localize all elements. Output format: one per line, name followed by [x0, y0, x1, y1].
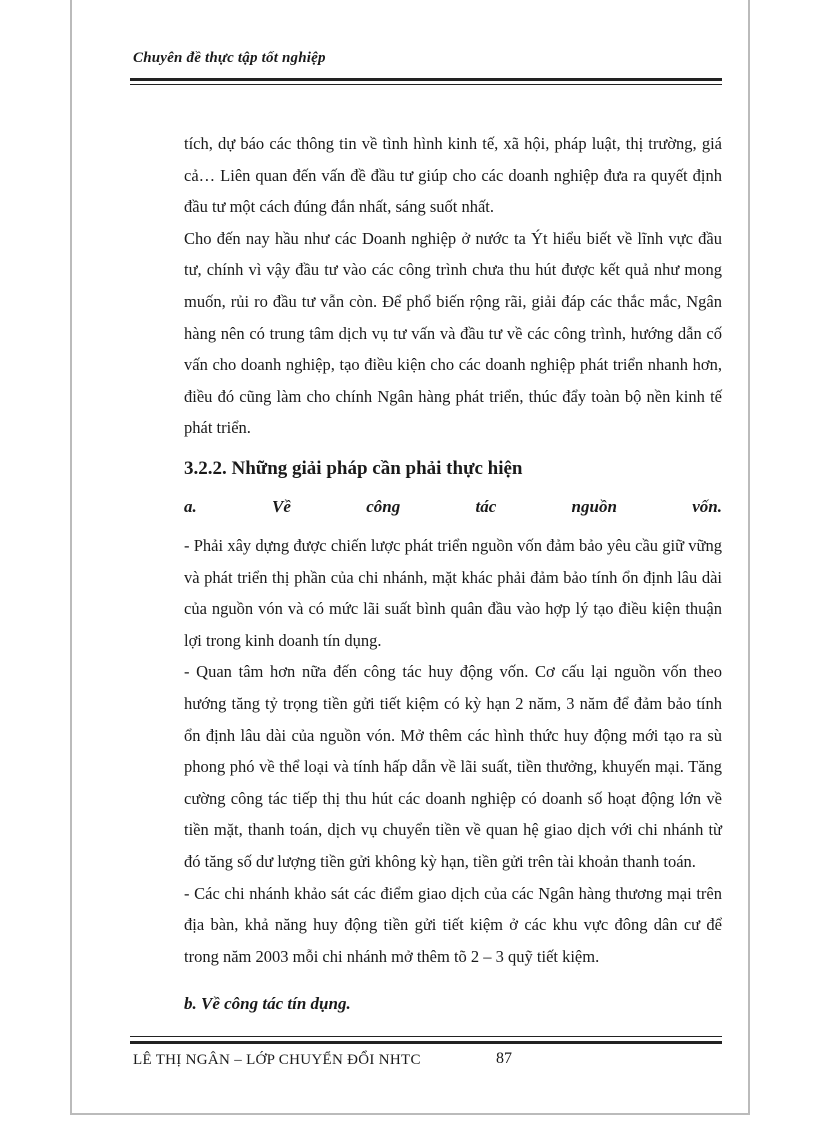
section-heading: 3.2.2. Những giải pháp cần phải thực hiện — [184, 458, 523, 479]
subheading-a — [184, 497, 722, 517]
paragraph: - Quan tâm hơn nữa đến công tác huy động vốn. Cơ cấu lại nguồn vốn theo hướng tăng tỷ trọng tiền gửi tiết kiệm có kỳ hạn 2 năm, 3 năm để đảm bảo tính ổn định lâu dài của nguồn vón. Mở thêm các hình thức huy động mới tạo ra sù phong phó về thể loại và tính hấp dẫn về lãi suất, tiền thưởng, khuyến mại. Tăng cường công tác tiếp thị thu hút các doanh nghiệp có doanh số hoạt động lớn về tiền mặt, thanh toán, dịch vụ chuyển tiền về quan hệ giao dịch với chi nhánh từ đó tăng số dư lượng tiền gửi không kỳ hạn, tiền gửi trên tài khoản thanh toán. — [184, 662, 722, 871]
header-rule-thin — [130, 84, 722, 85]
paragraph-continued: tích, dự báo các thông tin về tình hình kinh tế, xã hội, pháp luật, thị trường, giá cả… Liên quan đến vấn đề đầu tư giúp cho các doanh nghiệp đưa ra quyết định đầu tư một cách đúng đắn nhất, sáng suốt nhất. — [184, 134, 722, 217]
subheading-b: b. Về công tác tín dụng. — [184, 994, 351, 1013]
subheading-a-word: nguồn — [571, 497, 617, 516]
page-number: 87 — [496, 1050, 512, 1067]
subheading-a-word: vốn. — [692, 497, 722, 516]
subheading-a-word: tác — [475, 497, 497, 516]
paragraph: - Phải xây dựng được chiến lược phát triển nguồn vốn đảm bảo yêu cầu giữ vững và phát triển thị phần của chi nhánh, mặt khác phải đảm bảo tính ổn định lâu dài của nguồn vón và có mức lãi suất bình quân đầu vào hợp lý tạo điều kiện thuận lợi trong kinh doanh tín dụng. — [184, 536, 722, 650]
header-rule-thick — [130, 78, 722, 81]
footer-rule-thin — [130, 1036, 722, 1037]
page-bottom-edge — [70, 1113, 750, 1115]
subheading-a-word: công — [366, 497, 401, 516]
section1 — [184, 128, 722, 444]
subheading-a-word: Về — [272, 497, 291, 516]
paragraph: Cho đến nay hầu như các Doanh nghiệp ở nước ta Ýt hiểu biết về lĩnh vực đầu tư, chính vì vậy đầu tư vào các công trình chưa thu hút được kết quả như mong muốn, rủi ro đầu tư vẫn còn. Để phổ biến rộng rãi, giải đáp các thắc mắc, Ngân hàng nên có trung tâm dịch vụ tư vấn và đầu tư về các công trình, hướng dẫn cố vấn cho doanh nghiệp, tạo điều kiện cho các doanh nghiệp phát triển nhanh hơn, điều đó cũng làm cho chính Ngân hàng phát triển, thúc đẩy toàn bộ nền kinh tế phát triển. — [184, 228, 722, 438]
footer-rule-thick — [130, 1041, 722, 1044]
page-header-title: Chuyên đề thực tập tốt nghiệp — [133, 50, 326, 66]
section2 — [184, 530, 722, 972]
paragraph: - Các chi nhánh khảo sát các điểm giao dịch của các Ngân hàng thương mại trên địa bàn, khả năng huy động tiền gửi tiết kiệm ở các khu vực đông dân cư để trong năm 2003 mỗi chi nhánh mở thêm tõ 2 – 3 quỹ tiết kiệm. — [184, 883, 722, 966]
subheading-a-word: a. — [184, 497, 197, 516]
footer-author: LÊ THỊ NGÂN – LỚP CHUYỂN ĐỔI NHTC — [133, 1052, 421, 1068]
